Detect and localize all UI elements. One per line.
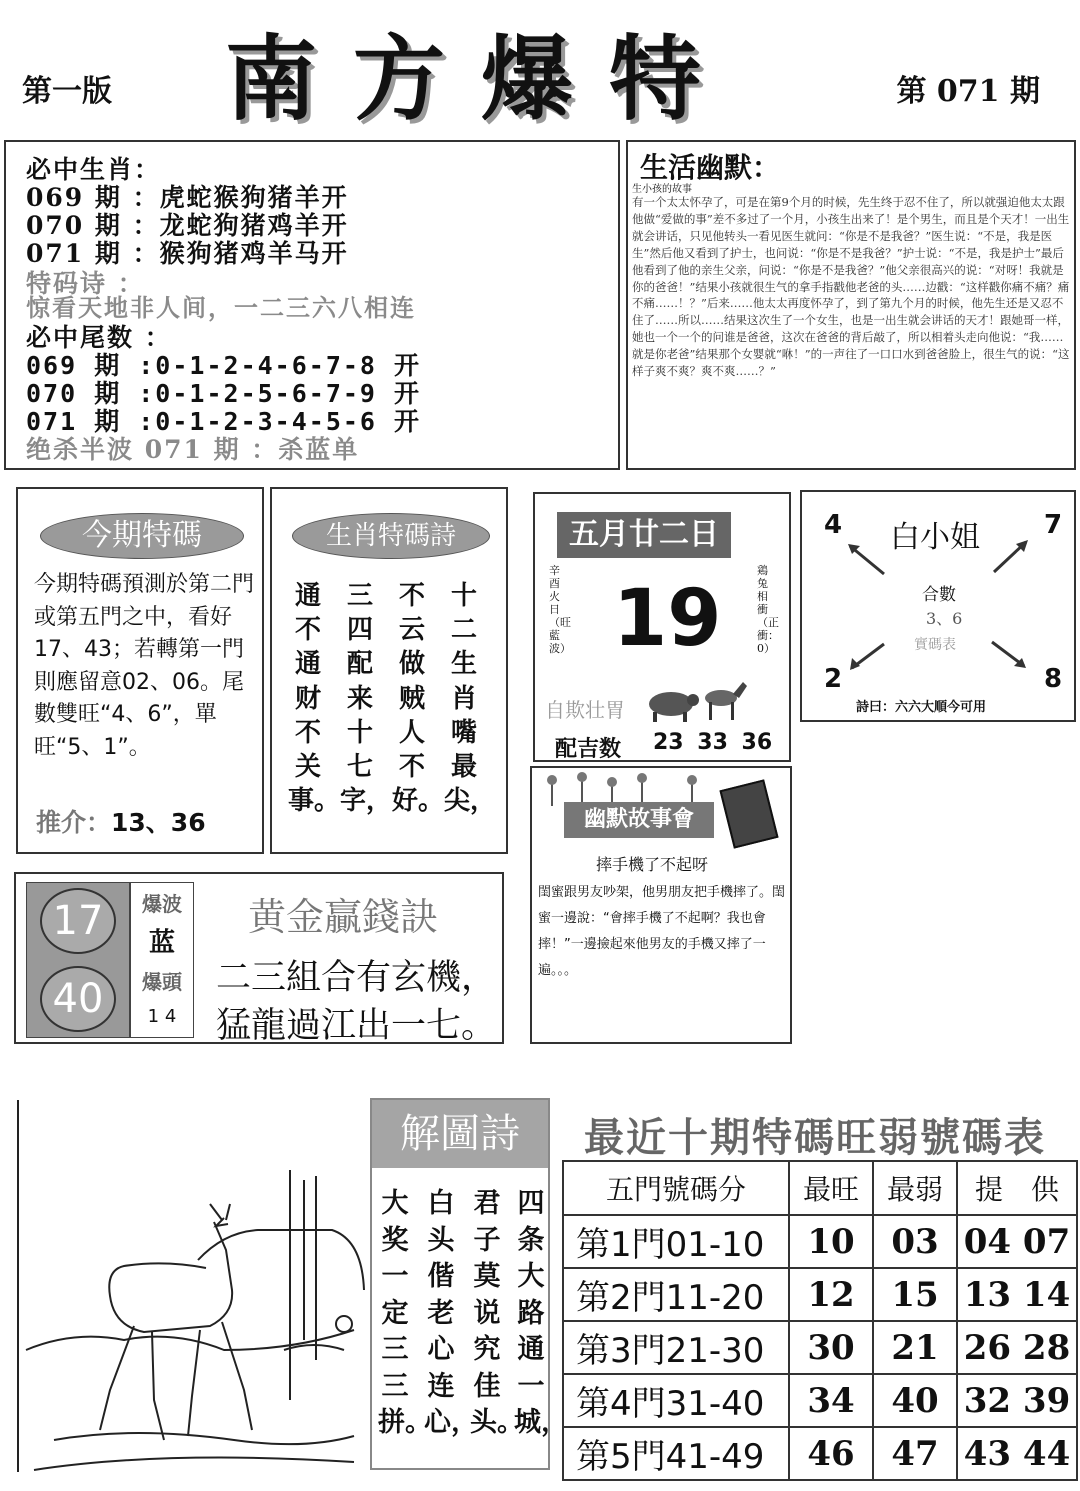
corner-number: 4: [824, 510, 843, 540]
joke-badge: 幽默故事會: [564, 802, 714, 838]
table-header-row: [563, 1161, 1077, 1215]
zodiac-row: 069 期 ：虎蛇猴狗猪羊开: [26, 183, 349, 212]
tema-text: 今期特碼預測於第二門或第五門之中，看好17、43；若轉第一門則應留意02、06。尾數雙旺“4、6”，單旺“5、1”。: [34, 572, 255, 760]
issue-number: 第 071 期: [896, 74, 1040, 109]
table-cell: 第4門31-40: [563, 1374, 789, 1427]
table-cell: 第5門41-49: [563, 1427, 789, 1480]
bai-poem: 詩曰：六六大順今可用: [856, 700, 987, 715]
tail-row: 070 期 :0-1-2-5-6-7-9 开: [26, 379, 422, 408]
table-cell: 12: [789, 1268, 873, 1321]
table-cell: 15: [873, 1268, 957, 1321]
table-cell: 26 28: [957, 1321, 1077, 1374]
table-cell: 30: [789, 1321, 873, 1374]
tema-title: 今期特碼: [40, 513, 244, 559]
table-cell: 03: [873, 1215, 957, 1268]
horse-icon: [699, 678, 749, 724]
humor-subtitle: 生小孩的故事: [632, 184, 692, 195]
humor-title: 生活幽默：: [640, 151, 781, 184]
tema-recommend-label: 推介：: [36, 808, 112, 837]
table-row: [563, 1427, 1077, 1480]
bai-box: [800, 490, 1076, 722]
humor-body: 有一个太太怀孕了，可是在第9个月的时候，先生终于忍不住了，所以就强迫他太太跟他做“爱做的事”差不多过了一个月，小孩生出来了！是个男生，而且是个天才！一出生就会讲话，只见他转头一看见医生就问：“你是不是我爸？”医生说：“不是，我是医生”然后他又看到了护士，也问说：“你是不是我爸？”护士说：“不是，我是护士”最后他看到了他的亲生父亲，问说：“你是不是我爸？”他父亲很高兴的说：“对呀！我就是你的爸爸！”结果小孩就很生气的拿手指戳他老爸的头……边戳：“这样戳你痛不痛？痛不痛……！？”后来……他太太再度怀孕了，到了第九个月的时候，他先生还是又忍不住了……所以……结果这次生了一个女生，也是一出生就会讲话的天才！跟她哥一样，她也一个一个的问谁是爸爸，这次在爸爸的背后敲了，所以相着头走向他说：“我……就是你老爸”结果那个女婴就“咻！”的一声往了一口口水到爸爸脸上，很生气的说：“这样子爽不爽？爽不爽……？”: [632, 195, 1070, 379]
date-luck-label: 自欺壮胃: [545, 698, 625, 722]
tema-recommend-value: 13、36: [111, 808, 206, 837]
table-title: 最近十期特碼旺弱號碼表: [584, 1115, 1046, 1161]
table-cell: 第1門01-10: [563, 1215, 789, 1268]
table-row: [563, 1374, 1077, 1427]
bai-title: 白小姐: [890, 520, 980, 555]
table-cell: 第2門11-20: [563, 1268, 789, 1321]
jietu-column: 白头偕老心连心，: [424, 1188, 478, 1438]
gold-line: 二三組合有玄機，: [216, 958, 497, 998]
corner-number: 2: [824, 664, 843, 694]
edition-label: 第一版: [22, 74, 112, 109]
deer-illustration: [14, 1100, 366, 1472]
masthead-title: 南方爆特: [225, 26, 738, 133]
gold-side-label: 1 4: [147, 1006, 177, 1027]
date-right-note: 鶏兔相衝（正衝：0）: [757, 564, 779, 655]
corner-number: 8: [1044, 664, 1063, 694]
gold-number: 17: [40, 888, 116, 954]
jietu-column: 大奖一定三三拼。: [378, 1188, 432, 1438]
table-cell: 21: [873, 1321, 957, 1374]
tail-heading: 必中尾数 ：: [26, 323, 172, 352]
joke-title: 摔手機了不起呀: [596, 855, 709, 874]
gold-box: [14, 872, 504, 1044]
zodiac-poem-box: [270, 487, 508, 854]
gold-line: 猛龍過江出一七。: [216, 1006, 497, 1046]
zodiac-row: 071 期 ：猴狗猪鸡羊马开: [26, 239, 349, 268]
table-cell: 43 44: [957, 1427, 1077, 1480]
table-cell: 10: [789, 1215, 873, 1268]
poem-column: 十二生肖嘴最尖，: [444, 581, 497, 817]
table-header: 最弱: [873, 1161, 957, 1215]
book-icon: [719, 779, 778, 848]
half-wave-line: 绝杀半波 071 期 ：杀蓝单: [26, 435, 360, 464]
gold-title: 黄金贏錢訣: [248, 895, 439, 939]
table-header: 提 供: [957, 1161, 1077, 1215]
joke-body: 閨蜜跟男友吵架，他男朋友把手機摔了。閨蜜一邊說：“會摔手機了不起啊？我也會摔！”一邊撿起來他男友的手機又摔了一遍。。。: [538, 885, 786, 978]
hot-cold-table: [562, 1160, 1078, 1481]
joke-box: [530, 766, 792, 1044]
gold-number: 40: [40, 966, 116, 1032]
zodiac-row: 070 期 ：龙蛇狗猪鸡羊开: [26, 211, 349, 240]
table-cell: 13 14: [957, 1268, 1077, 1321]
bai-sum-label: 合數: [922, 585, 956, 605]
zodiac-panel: [4, 140, 620, 470]
jietu-title: 解圖詩: [372, 1100, 548, 1168]
jietu-column: 四条大路通一城，: [514, 1188, 568, 1438]
table-cell: 47: [873, 1427, 957, 1480]
tema-box: [16, 487, 264, 854]
jietu-box: [370, 1098, 568, 1470]
table-cell: 32 39: [957, 1374, 1077, 1427]
poem-column: 不云做贼人不好。: [392, 581, 445, 817]
date-day: 19: [613, 574, 722, 664]
tulips-icon: [542, 772, 732, 806]
poem-column: 通不通财不关事。: [288, 581, 341, 817]
tema-recommend: [36, 803, 206, 839]
table-header: 五門號碼分: [563, 1161, 789, 1215]
date-left-note: 辛酉火日（旺藍波）: [549, 564, 571, 655]
table-row: [563, 1321, 1077, 1374]
zodiac-poem-title: 生肖特碼詩: [292, 513, 490, 559]
table-cell: 04 07: [957, 1215, 1077, 1268]
pig-icon: [645, 684, 701, 724]
gold-side-label: 蓝: [148, 928, 175, 958]
table-cell: 第3門21-30: [563, 1321, 789, 1374]
gold-side-label: 爆頭: [142, 970, 182, 994]
tail-row: 071 期 :0-1-2-3-4-5-6 开: [26, 407, 422, 436]
table-row: [563, 1268, 1077, 1321]
date-box: [533, 492, 791, 762]
poem-line: 惊看天地非人间，一二三六八相连: [26, 293, 416, 322]
date-title: 五月廿二日: [557, 512, 731, 558]
table-header: 最旺: [789, 1161, 873, 1215]
gold-side-label: 爆波: [142, 892, 182, 916]
jietu-column: 君子莫说究佳头。: [470, 1188, 524, 1438]
table-cell: 46: [789, 1427, 873, 1480]
humor-panel: [626, 140, 1076, 470]
bai-stamp: 實碼表: [914, 637, 956, 653]
poem-heading: 特码诗 ：: [26, 269, 145, 298]
date-nums-label: 配吉数: [555, 736, 622, 762]
table-cell: 34: [789, 1374, 873, 1427]
table-row: [563, 1215, 1077, 1268]
table-cell: 40: [873, 1374, 957, 1427]
bai-sum-values: 3、6: [926, 609, 963, 628]
tail-row: 069 期 :0-1-2-4-6-7-8 开: [26, 351, 422, 380]
zodiac-heading: 必中生肖：: [26, 155, 162, 184]
date-lucky-numbers: 23 33 36: [653, 730, 773, 755]
corner-number: 7: [1044, 510, 1063, 540]
poem-column: 三四配来十七字，: [340, 581, 393, 817]
